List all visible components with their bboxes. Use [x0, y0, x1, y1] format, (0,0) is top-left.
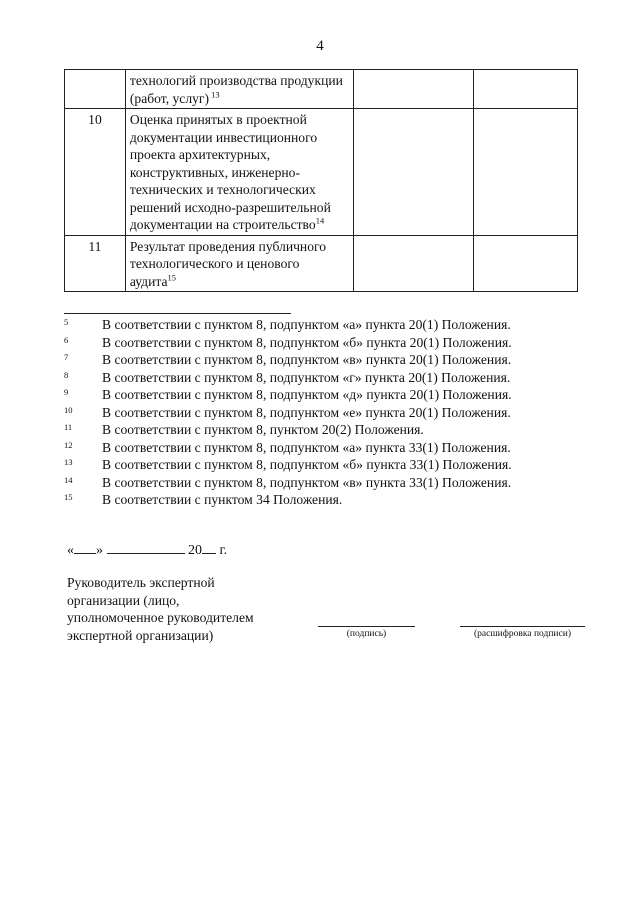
footnote-text: В соответствии с пунктом 8, подпунктом «б» пункта 33(1) Положения. — [102, 457, 512, 472]
footnote-mark: 7 — [64, 352, 69, 362]
footnote — [64, 351, 584, 369]
table-row — [65, 70, 578, 109]
footnote — [64, 439, 584, 457]
footnote — [64, 474, 584, 492]
footnote-mark: 15 — [64, 492, 73, 502]
footnote-mark: 8 — [64, 369, 69, 380]
footnote-text: В соответствии с пунктом 8, подпунктом «б» пункта 20(1) Положения. — [102, 334, 512, 350]
date-line — [67, 541, 227, 559]
row-number — [65, 70, 126, 109]
row-number: 10 — [65, 109, 126, 236]
footnote-mark: 10 — [64, 404, 73, 415]
footnote-text: В соответствии с пунктом 8, подпунктом «а» пункта 33(1) Положения. — [102, 439, 511, 455]
footnote-mark: 13 — [64, 457, 73, 467]
footnotes — [64, 316, 584, 509]
year-suffix: г. — [216, 543, 228, 558]
signatory-line: организации (лицо, — [67, 592, 180, 608]
footnote-mark: 9 — [64, 387, 69, 397]
empty-cell — [353, 70, 474, 109]
report-table — [64, 69, 578, 292]
footnote — [64, 491, 584, 509]
footnote — [64, 334, 584, 352]
footnote-text: В соответствии с пунктом 8, подпунктом «е» пункта 20(1) Положения. — [102, 404, 511, 420]
footnote-text: В соответствии с пунктом 8, подпунктом «в» пункта 20(1) Положения. — [102, 352, 512, 367]
year-blank — [202, 541, 216, 554]
footnote-ref: 15 — [167, 271, 177, 282]
row-description: технологий производства продукции (работ, услуг) $^{13}$ — [125, 70, 353, 109]
footnote-separator — [64, 313, 291, 314]
footnote-text: В соответствии с пунктом 8, подпунктом «г» пункта 20(1) Положения. — [102, 369, 511, 385]
empty-cell — [353, 235, 474, 292]
table-row — [65, 109, 578, 236]
empty-cell — [474, 235, 578, 292]
footnote-mark: 5 — [64, 317, 69, 327]
signatory-line: экспертной организации) — [67, 627, 214, 643]
footnote-ref: 13 — [209, 88, 220, 99]
page-number: 4 — [316, 38, 324, 54]
signatory-line: уполномоченное руководителем — [67, 610, 254, 625]
month-blank — [107, 541, 185, 554]
footnote-text: В соответствии с пунктом 8, подпунктом «д» пункта 20(1) Положения. — [102, 387, 512, 402]
footnote — [64, 316, 584, 334]
signatory-title — [67, 574, 317, 644]
signature-label: (подпись) — [346, 629, 387, 639]
row-description: Оценка принятых в проектной документации инвестиционного проекта архитектурных, конструктивных, инженерно-технических и технологических решений исходно-разрешительной документации на строительство$^{14}$ — [125, 109, 353, 236]
day-blank — [74, 541, 96, 554]
signature-line — [318, 626, 415, 627]
row-number: 11 — [65, 235, 126, 292]
footnote — [64, 456, 584, 474]
empty-cell — [474, 109, 578, 236]
footnote-ref: 14 — [315, 215, 325, 226]
footnote — [64, 369, 584, 387]
open-quote: « — [67, 543, 74, 558]
footnote-mark: 14 — [64, 474, 73, 485]
table-row — [65, 235, 578, 292]
close-quote: » — [96, 543, 103, 558]
footnote-text: В соответствии с пунктом 34 Положения. — [102, 492, 343, 507]
footnote — [64, 421, 584, 439]
footnote — [64, 404, 584, 422]
footnote — [64, 386, 584, 404]
empty-cell — [353, 109, 474, 236]
empty-cell — [474, 70, 578, 109]
name-decode-label: (расшифровка подписи) — [474, 629, 571, 639]
footnote-text: В соответствии с пунктом 8, пунктом 20(2) Положения. — [102, 422, 424, 437]
signatory-line: Руководитель экспертной — [67, 575, 215, 590]
name-decode-line — [460, 626, 585, 627]
footnote-text: В соответствии с пунктом 8, подпунктом «а» пункта 20(1) Положения. — [102, 317, 511, 332]
footnote-mark: 6 — [64, 334, 69, 345]
year-prefix: 20 — [188, 543, 202, 558]
row-description: Результат проведения публичного технологического и ценового аудита$^{15}$ — [125, 235, 353, 292]
footnote-mark: 11 — [64, 422, 73, 432]
footnote-mark: 12 — [64, 439, 73, 450]
footnote-text: В соответствии с пунктом 8, подпунктом «в» пункта 33(1) Положения. — [102, 474, 512, 490]
